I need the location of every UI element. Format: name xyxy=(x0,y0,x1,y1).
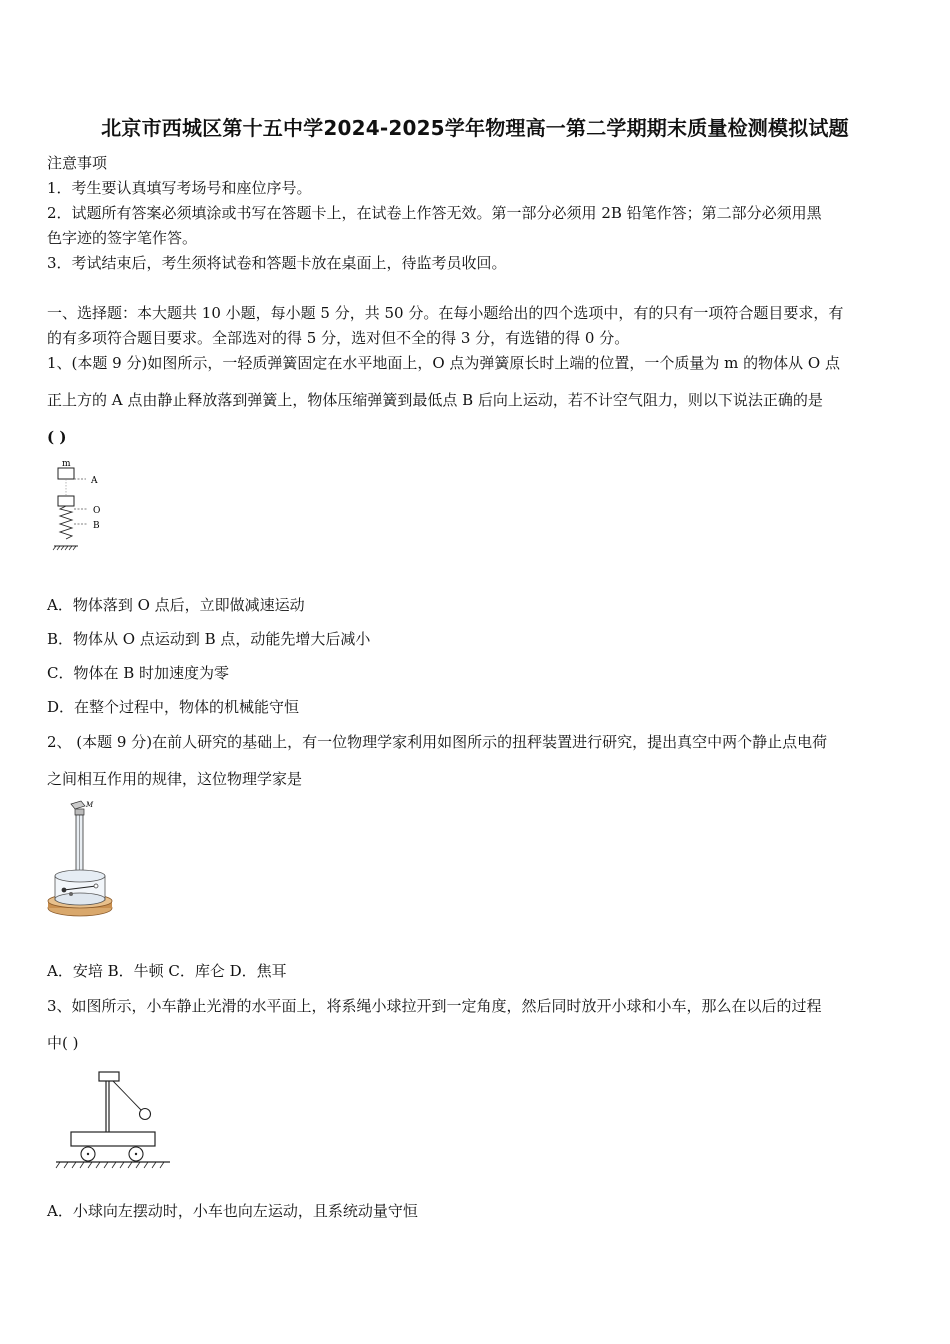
question-1-text: 1、(本题 9 分)如图所示，一轻质弹簧固定在水平地面上，O 点为弹簧原长时上端的位置，一个质量为 m 的物体从 O 点 xyxy=(47,354,840,372)
page-title: 北京市西城区第十五中学2024-2025学年物理高一第二学期期末质量检测模拟试题 xyxy=(101,116,849,140)
notice-item: 2．试题所有答案必须填涂或书写在答题卡上，在试卷上作答无效。第一部分必须用 2B 铅笔作答；第二部分必须用黑 xyxy=(47,204,822,222)
question-2-text: 之间相互作用的规律，这位物理学家是 xyxy=(47,770,303,788)
point-o-label: O xyxy=(93,506,101,516)
cart-pendulum-figure xyxy=(52,1066,177,1174)
notice-item: 1．考生要认真填写考场号和座位序号。 xyxy=(47,179,312,197)
question-1-text: 正上方的 A 点由静止释放落到弹簧上，物体压缩弹簧到最低点 B 后向上运动，若不计空气阻力，则以下说法正确的是 xyxy=(47,391,823,409)
torsion-head-label: M xyxy=(86,801,94,809)
notice-heading: 注意事项 xyxy=(47,154,108,172)
option-c: C．物体在 B 时加速度为零 xyxy=(47,664,230,682)
option-b: B．物体从 O 点运动到 B 点，动能先增大后减小 xyxy=(47,630,371,648)
question-2-text: 2、 (本题 9 分)在前人研究的基础上，有一位物理学家利用如图所示的扭秤装置进行研究，提出真空中两个静止点电荷 xyxy=(47,733,828,751)
point-b-label: B xyxy=(93,521,100,531)
notice-item: 3．考试结束后，考生须将试卷和答题卡放在桌面上，待监考员收回。 xyxy=(47,254,507,272)
question-3-text: 中( ) xyxy=(47,1034,79,1052)
question-2-options: A．安培 B．牛顿 C．库仑 D．焦耳 xyxy=(47,962,287,980)
torsion-balance-figure xyxy=(45,798,115,928)
section-instructions: 的有多项符合题目要求。全部选对的得 5 分，选对但不全的得 3 分，有选错的得 0 分。 xyxy=(47,329,630,347)
point-a-label: A xyxy=(91,476,98,486)
option-a: A．物体落到 O 点后，立即做减速运动 xyxy=(47,596,305,614)
mass-label: m xyxy=(62,459,71,469)
notice-item: 色字迹的签字笔作答。 xyxy=(47,229,198,247)
section-instructions: 一、选择题：本大题共 10 小题，每小题 5 分，共 50 分。在每小题给出的四个选项中，有的只有一项符合题目要求，有 xyxy=(47,304,844,322)
spring-figure xyxy=(50,455,120,555)
answer-blank: ( ) xyxy=(47,428,67,446)
option-a: A．小球向左摆动时，小车也向左运动，且系统动量守恒 xyxy=(47,1202,418,1220)
option-d: D．在整个过程中，物体的机械能守恒 xyxy=(47,698,300,716)
question-3-text: 3、如图所示，小车静止光滑的水平面上，将系绳小球拉开到一定角度，然后同时放开小球和小车，那么在以后的过程 xyxy=(47,997,822,1015)
